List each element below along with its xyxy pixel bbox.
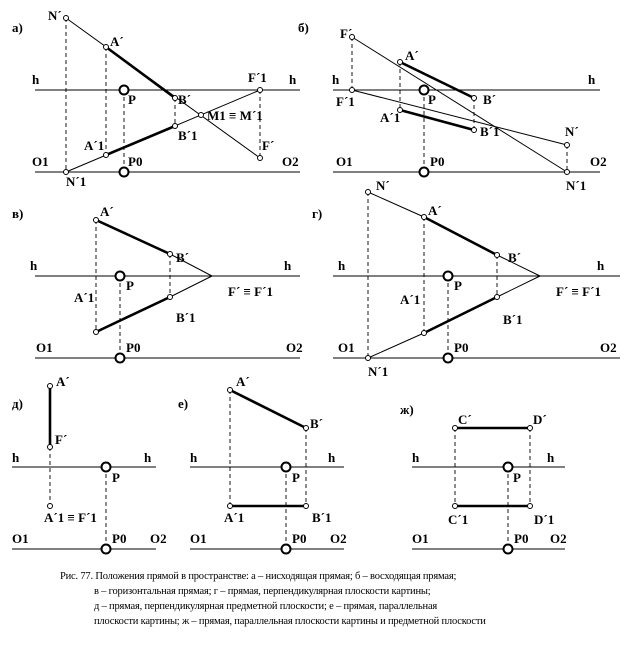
label-A1: A´1 bbox=[74, 290, 95, 305]
label-A1: A´1 bbox=[400, 292, 421, 307]
line-F-N1 bbox=[352, 37, 567, 172]
point-A1 bbox=[94, 330, 99, 335]
point-P0 bbox=[420, 168, 429, 177]
point-A bbox=[228, 388, 233, 393]
point-F1 bbox=[350, 88, 355, 93]
label-N1: N´1 bbox=[368, 364, 389, 379]
label-P: P bbox=[112, 470, 120, 485]
label-A: A´ bbox=[428, 203, 442, 218]
point-A1 bbox=[422, 331, 427, 336]
point-P bbox=[444, 272, 453, 281]
point-D bbox=[528, 426, 533, 431]
segment-AB bbox=[230, 390, 306, 428]
panel-zh bbox=[400, 402, 567, 554]
label-A1: A´1 bbox=[84, 138, 105, 153]
label-h-right: h bbox=[547, 450, 555, 465]
caption-line: Рис. 77. Положения прямой в пространстве: а – нисходящая прямая; б – восходящая прямая; bbox=[60, 571, 457, 582]
label-B: B´ bbox=[176, 250, 189, 265]
label-B: B´ bbox=[310, 416, 323, 431]
line-N1-A1 bbox=[368, 333, 424, 358]
label-B1: B´1 bbox=[178, 128, 198, 143]
segment-A1B1 bbox=[424, 297, 497, 333]
point-A1 bbox=[104, 153, 109, 158]
point-A bbox=[94, 218, 99, 223]
label-O1: O1 bbox=[190, 531, 207, 546]
label-P0: P0 bbox=[126, 340, 141, 355]
caption-line: д – прямая, перпендикулярная предметной плоскости; е – прямая, параллельная bbox=[94, 601, 438, 612]
point-B bbox=[173, 96, 178, 101]
label-O1: O1 bbox=[12, 531, 29, 546]
panel-d-letter: д) bbox=[12, 396, 23, 411]
label-h-left: h bbox=[332, 72, 340, 87]
label-P0: P0 bbox=[292, 531, 307, 546]
label-P: P bbox=[454, 278, 462, 293]
label-h-right: h bbox=[588, 72, 596, 87]
label-M: M1 ≡ M´1 bbox=[207, 108, 263, 123]
label-P0: P0 bbox=[430, 154, 445, 169]
point-D1 bbox=[528, 504, 533, 509]
point-A bbox=[104, 45, 109, 50]
point-B1 bbox=[495, 295, 500, 300]
caption-line: плоскости картины; ж – прямая, параллельная плоскости картины и предметной плоскости bbox=[94, 616, 486, 627]
point-F bbox=[48, 445, 53, 450]
label-N: N´ bbox=[565, 124, 579, 139]
point-N1 bbox=[565, 170, 570, 175]
point-P bbox=[102, 463, 111, 472]
label-O1: O1 bbox=[336, 154, 353, 169]
label-h-right: h bbox=[284, 258, 292, 273]
label-P: P bbox=[428, 92, 436, 107]
label-D: D´ bbox=[533, 412, 547, 427]
panel-b bbox=[298, 20, 607, 193]
point-F1 bbox=[258, 88, 263, 93]
label-O1: O1 bbox=[36, 340, 53, 355]
label-B1: B´1 bbox=[503, 312, 523, 327]
panel-v-letter: в) bbox=[12, 206, 24, 221]
segment-A1B1 bbox=[400, 110, 474, 130]
label-F: F´ bbox=[340, 26, 353, 41]
label-O2: O2 bbox=[550, 531, 567, 546]
point-P bbox=[116, 272, 125, 281]
caption-line: в – горизонтальная прямая; г – прямая, перпендикулярная плоскости картины; bbox=[94, 586, 431, 597]
label-h-left: h bbox=[338, 258, 346, 273]
panel-g bbox=[312, 178, 620, 379]
label-h-right: h bbox=[328, 450, 336, 465]
point-A1 bbox=[48, 504, 53, 509]
label-B1: B´1 bbox=[480, 124, 500, 139]
point-N bbox=[366, 190, 371, 195]
point-P bbox=[282, 463, 291, 472]
label-N: N´ bbox=[376, 178, 390, 193]
panel-b-letter: б) bbox=[298, 20, 309, 35]
label-N: N´ bbox=[48, 8, 62, 23]
label-F: F´ ≡ F´1 bbox=[228, 284, 273, 299]
line-N-A bbox=[368, 192, 424, 217]
point-P0 bbox=[282, 545, 291, 554]
label-B: B´ bbox=[508, 250, 521, 265]
panel-d bbox=[12, 374, 167, 554]
label-A1: A´1 ≡ F´1 bbox=[44, 510, 97, 525]
figure-caption bbox=[60, 569, 625, 629]
label-h-right: h bbox=[144, 450, 152, 465]
point-N1 bbox=[366, 356, 371, 361]
label-C: C´ bbox=[458, 412, 472, 427]
label-B: B´ bbox=[178, 92, 191, 107]
panel-e bbox=[178, 374, 347, 554]
label-N1: N´1 bbox=[566, 178, 587, 193]
label-O2: O2 bbox=[282, 154, 299, 169]
point-A bbox=[48, 384, 53, 389]
label-B1: B´1 bbox=[312, 510, 332, 525]
point-P0 bbox=[444, 354, 453, 363]
point-C bbox=[453, 426, 458, 431]
label-A: A´ bbox=[236, 374, 250, 389]
point-B bbox=[304, 426, 309, 431]
label-A1: A´1 bbox=[224, 510, 245, 525]
panel-v bbox=[12, 204, 303, 363]
label-A: A´ bbox=[100, 204, 114, 219]
point-B bbox=[168, 252, 173, 257]
label-A: A´ bbox=[56, 374, 70, 389]
panel-a-letter: а) bbox=[12, 20, 23, 35]
label-F: F´ bbox=[262, 138, 275, 153]
label-O1: O1 bbox=[32, 154, 49, 169]
label-N1: N´1 bbox=[66, 174, 87, 189]
segment-AB bbox=[400, 62, 474, 98]
point-B1 bbox=[168, 295, 173, 300]
segment-AB bbox=[96, 220, 170, 254]
label-h-right: h bbox=[597, 258, 605, 273]
point-P bbox=[504, 463, 513, 472]
label-O2: O2 bbox=[150, 531, 167, 546]
point-P0 bbox=[116, 354, 125, 363]
line-B1-F bbox=[497, 276, 540, 297]
segment-AB bbox=[424, 217, 497, 255]
label-F: F´ ≡ F´1 bbox=[556, 284, 601, 299]
point-F bbox=[258, 156, 263, 161]
label-P0: P0 bbox=[514, 531, 529, 546]
point-B bbox=[495, 253, 500, 258]
label-h-left: h bbox=[12, 450, 20, 465]
label-F: F´ bbox=[55, 432, 68, 447]
point-N bbox=[565, 143, 570, 148]
point-A1 bbox=[228, 504, 233, 509]
label-P0: P0 bbox=[128, 154, 143, 169]
label-h-left: h bbox=[32, 72, 40, 87]
label-O2: O2 bbox=[286, 340, 303, 355]
point-P0 bbox=[504, 545, 513, 554]
label-D1: D´1 bbox=[534, 512, 555, 527]
label-A: A´ bbox=[405, 48, 419, 63]
label-B1: B´1 bbox=[176, 310, 196, 325]
panel-a bbox=[12, 8, 300, 189]
label-F1: F´1 bbox=[336, 94, 355, 109]
label-P: P bbox=[292, 470, 300, 485]
label-P0: P0 bbox=[454, 340, 469, 355]
label-P: P bbox=[128, 92, 136, 107]
point-P0 bbox=[102, 545, 111, 554]
label-A: A´ bbox=[110, 34, 124, 49]
label-O2: O2 bbox=[330, 531, 347, 546]
label-O1: O1 bbox=[412, 531, 429, 546]
segment-A1B1 bbox=[106, 126, 175, 155]
point-C1 bbox=[453, 504, 458, 509]
label-h-left: h bbox=[190, 450, 198, 465]
point-N bbox=[64, 16, 69, 21]
point-A bbox=[422, 215, 427, 220]
label-C1: C´1 bbox=[448, 512, 469, 527]
label-O1: O1 bbox=[338, 340, 355, 355]
point-B1 bbox=[304, 504, 309, 509]
point-M bbox=[199, 113, 204, 118]
segment-A1B1 bbox=[96, 297, 170, 332]
panel-zh-letter: ж) bbox=[400, 402, 414, 417]
panel-e-letter: е) bbox=[178, 396, 189, 411]
label-B: B´ bbox=[483, 92, 496, 107]
label-O2: O2 bbox=[600, 340, 617, 355]
point-A bbox=[398, 60, 403, 65]
point-B1 bbox=[173, 124, 178, 129]
point-B bbox=[472, 96, 477, 101]
line-B1-F bbox=[170, 276, 212, 297]
label-F1: F´1 bbox=[248, 70, 267, 85]
label-h-left: h bbox=[412, 450, 420, 465]
label-h-left: h bbox=[30, 258, 38, 273]
label-A1: A´1 bbox=[380, 110, 401, 125]
point-B1 bbox=[472, 128, 477, 133]
label-O2: O2 bbox=[590, 154, 607, 169]
label-P0: P0 bbox=[112, 531, 127, 546]
label-P: P bbox=[513, 470, 521, 485]
panel-g-letter: г) bbox=[312, 206, 323, 221]
label-h-right: h bbox=[289, 72, 297, 87]
label-P: P bbox=[126, 278, 134, 293]
